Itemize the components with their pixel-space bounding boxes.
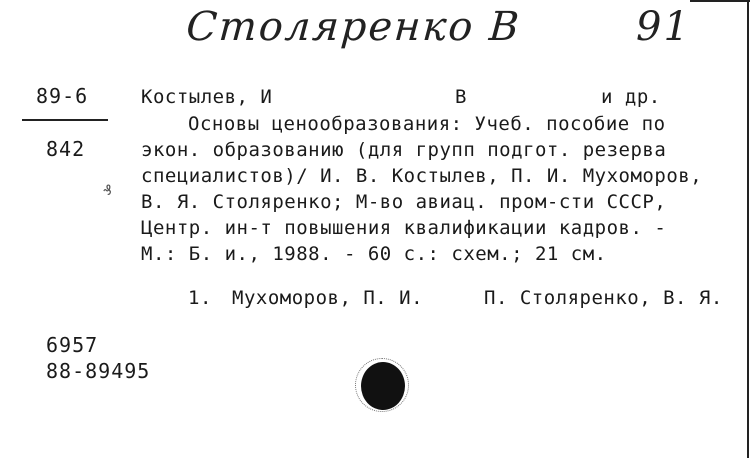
handwritten-name: Столяренко В [184, 4, 523, 50]
entry-heading-suffix: и др. [601, 86, 661, 108]
card-edge-right [747, 0, 749, 458]
entry-body-line-2: экон. образованию (для групп подгот. резерва [141, 139, 667, 161]
classification-underline [22, 119, 108, 121]
record-number: 88-89495 [46, 359, 151, 383]
card-edge-top [690, 0, 750, 2]
entry-body-line-4: В. Я. Столяренко; М-во авиац. пром-сти СССР, [141, 191, 667, 213]
entry-body-line-5: Центр. ин-т повышения квалификации кадров. - [141, 217, 667, 239]
entry-heading-author: Костылев, И [141, 86, 273, 108]
entry-body-line-3: специалистов)/ И. В. Костылев, П. И. Мухоморов, [141, 165, 703, 187]
tracing-number: 1. [188, 287, 212, 309]
ink-speck: ₰ [103, 183, 112, 199]
entry-body-line-6: М.: Б. и., 1988. - 60 с.: схем.; 21 см. [141, 243, 607, 265]
handwritten-number: 91 [636, 4, 691, 50]
inventory-number: 6957 [46, 333, 99, 357]
punch-hole [361, 362, 405, 410]
tracing-author-1: Мухоморов, П. И. [232, 287, 424, 309]
classification-code: 89-6 [36, 84, 89, 108]
author-mark: 842 [46, 137, 86, 161]
entry-body-line-1: Основы ценообразования: Учеб. пособие по [188, 113, 666, 135]
tracing-author-2: П. Столяренко, В. Я. [484, 287, 723, 309]
entry-heading-initial: В [455, 86, 467, 108]
